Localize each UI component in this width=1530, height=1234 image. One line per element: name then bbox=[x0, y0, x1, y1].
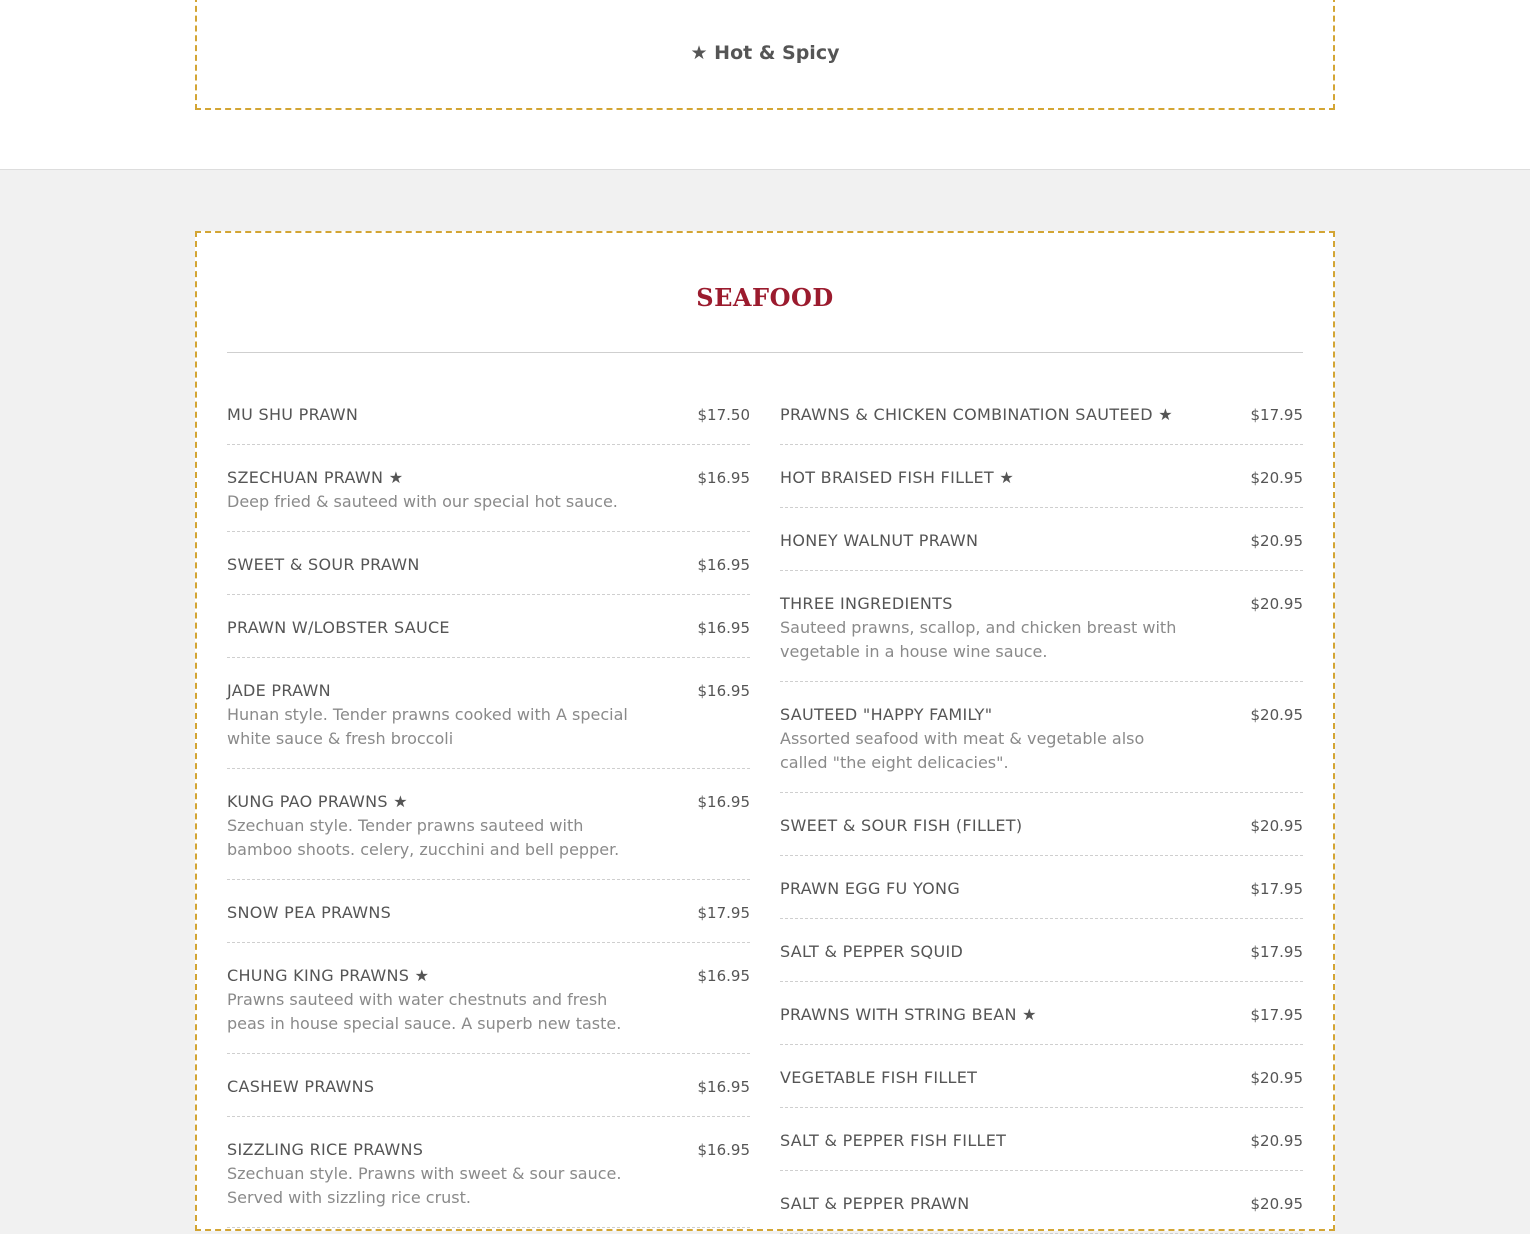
item-name: PRAWN EGG FU YONG bbox=[780, 879, 961, 898]
item-price: $20.95 bbox=[1250, 532, 1303, 550]
item-description: Szechuan style. Tender prawns sauteed with bamboo shoots. celery, zucchini and bell pepper. bbox=[227, 816, 620, 859]
item-price: $20.95 bbox=[1250, 469, 1303, 487]
item-price: $20.95 bbox=[1250, 1069, 1303, 1087]
menu-item bbox=[227, 445, 750, 532]
menu-item bbox=[227, 880, 750, 943]
item-price: $20.95 bbox=[1250, 595, 1303, 613]
item-description: Assorted seafood with meat & vegetable also called "the eight delicacies". bbox=[780, 729, 1145, 772]
item-name: CHUNG KING PRAWNS ★ bbox=[227, 966, 430, 985]
legend-box bbox=[195, 0, 1335, 110]
seafood-section bbox=[195, 231, 1335, 1231]
menu-item bbox=[780, 856, 1303, 919]
item-price: $16.95 bbox=[697, 967, 750, 985]
title-divider bbox=[227, 352, 1303, 353]
menu-item bbox=[780, 508, 1303, 571]
item-price: $17.50 bbox=[697, 406, 750, 424]
section-title: SEAFOOD bbox=[696, 283, 834, 312]
menu-item bbox=[227, 532, 750, 595]
item-name: SWEET & SOUR PRAWN bbox=[227, 555, 420, 574]
item-price: $16.95 bbox=[697, 1078, 750, 1096]
menu-item bbox=[227, 769, 750, 880]
item-description: Szechuan style. Prawns with sweet & sour sauce. Served with sizzling rice crust. bbox=[227, 1164, 622, 1207]
menu-item bbox=[780, 1108, 1303, 1171]
menu-item bbox=[227, 943, 750, 1054]
item-price: $16.95 bbox=[697, 469, 750, 487]
item-price: $17.95 bbox=[1250, 406, 1303, 424]
menu-item bbox=[780, 919, 1303, 982]
item-name: MU SHU PRAWN bbox=[227, 405, 359, 424]
item-name: SALT & PEPPER SQUID bbox=[780, 942, 964, 961]
item-description: Sauteed prawns, scallop, and chicken breast with vegetable in a house wine sauce. bbox=[780, 618, 1177, 661]
item-name: SALT & PEPPER PRAWN bbox=[780, 1194, 970, 1213]
menu-column-left bbox=[227, 397, 750, 1228]
item-description: Hunan style. Tender prawns cooked with A special white sauce & fresh broccoli bbox=[227, 705, 628, 748]
item-description: Deep fried & sauteed with our special hot sauce. bbox=[227, 492, 618, 511]
item-name: SAUTEED "HAPPY FAMILY" bbox=[780, 705, 993, 724]
legend-band bbox=[0, 0, 1530, 170]
menu-item bbox=[227, 397, 750, 445]
item-name: KUNG PAO PRAWNS ★ bbox=[227, 792, 408, 811]
menu-item bbox=[780, 571, 1303, 682]
menu-item bbox=[780, 982, 1303, 1045]
item-price: $20.95 bbox=[1250, 1132, 1303, 1150]
item-name: SALT & PEPPER FISH FILLET bbox=[780, 1131, 1007, 1150]
item-name: PRAWN W/LOBSTER SAUCE bbox=[227, 618, 450, 637]
menu-item bbox=[780, 1045, 1303, 1108]
menu-item bbox=[780, 793, 1303, 856]
menu-item bbox=[780, 1171, 1303, 1234]
item-price: $17.95 bbox=[1250, 943, 1303, 961]
item-description: Prawns sauteed with water chestnuts and fresh peas in house special sauce. A superb new taste. bbox=[227, 990, 622, 1033]
item-name: PRAWNS & CHICKEN COMBINATION SAUTEED ★ bbox=[780, 405, 1173, 424]
item-price: $17.95 bbox=[1250, 1006, 1303, 1024]
item-name: CASHEW PRAWNS bbox=[227, 1077, 375, 1096]
item-name: SIZZLING RICE PRAWNS bbox=[227, 1140, 424, 1159]
menu-item bbox=[227, 595, 750, 658]
item-price: $17.95 bbox=[697, 904, 750, 922]
menu-column-right bbox=[780, 397, 1303, 1234]
item-name: SZECHUAN PRAWN ★ bbox=[227, 468, 404, 487]
item-name: THREE INGREDIENTS bbox=[780, 594, 953, 613]
item-price: $16.95 bbox=[697, 793, 750, 811]
item-price: $16.95 bbox=[697, 682, 750, 700]
item-price: $16.95 bbox=[697, 1141, 750, 1159]
item-name: HONEY WALNUT PRAWN bbox=[780, 531, 979, 550]
item-price: $16.95 bbox=[697, 556, 750, 574]
item-name: SNOW PEA PRAWNS bbox=[227, 903, 392, 922]
menu-item bbox=[227, 658, 750, 769]
menu-item bbox=[227, 1117, 750, 1228]
menu-item bbox=[780, 397, 1303, 445]
menu-item bbox=[780, 682, 1303, 793]
item-price: $20.95 bbox=[1250, 817, 1303, 835]
item-name: HOT BRAISED FISH FILLET ★ bbox=[780, 468, 1015, 487]
item-name: JADE PRAWN bbox=[227, 681, 331, 700]
hot-spicy-legend: ★ Hot & Spicy bbox=[690, 42, 840, 64]
item-price: $17.95 bbox=[1250, 880, 1303, 898]
menu-item bbox=[227, 1054, 750, 1117]
menu-item bbox=[780, 445, 1303, 508]
item-price: $20.95 bbox=[1250, 706, 1303, 724]
item-name: VEGETABLE FISH FILLET bbox=[780, 1068, 978, 1087]
item-price: $20.95 bbox=[1250, 1195, 1303, 1213]
item-name: SWEET & SOUR FISH (FILLET) bbox=[780, 816, 1023, 835]
item-price: $16.95 bbox=[697, 619, 750, 637]
item-name: PRAWNS WITH STRING BEAN ★ bbox=[780, 1005, 1037, 1024]
